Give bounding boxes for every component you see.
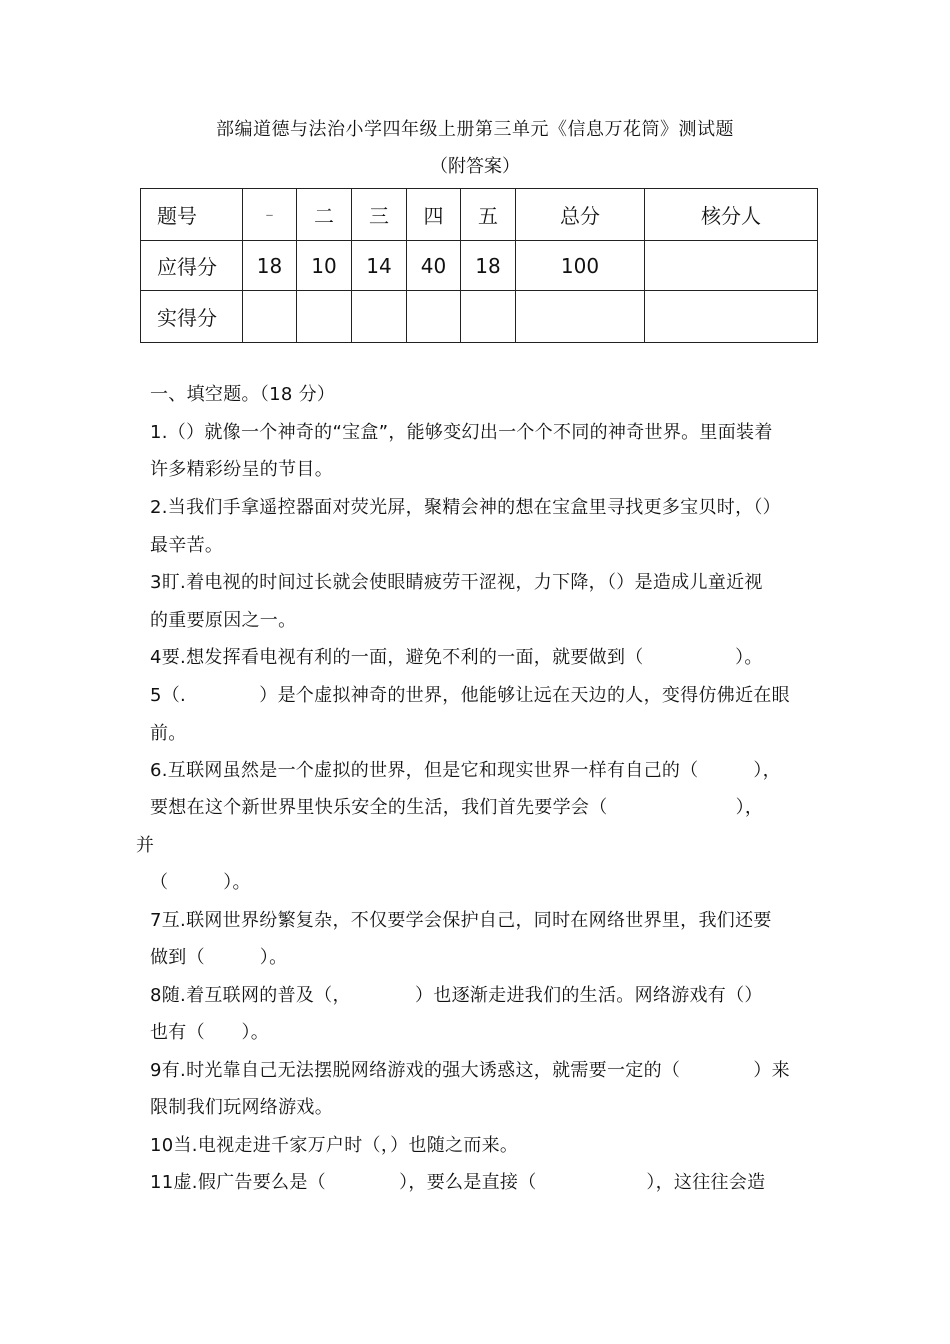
question-line: 10当.电视走进千家万户时（，）也随之而来。 [150, 1135, 519, 1156]
question-line: 限制我们玩网络游戏。 [150, 1097, 333, 1118]
table-cell [516, 291, 645, 343]
table-cell: 100 [516, 241, 645, 291]
question-line: 最辛苦。 [150, 535, 224, 556]
question-line: 4要.想发挥看电视有利的一面，避免不利的一面，就要做到（ ）。 [150, 647, 763, 668]
table-cell [645, 291, 818, 343]
question-line: 6.互联网虽然是一个虚拟的世界，但是它和现实世界一样有自己的（ ）， [150, 760, 781, 781]
table-cell: 40 [407, 241, 461, 291]
question-line: 的重要原因之一。 [150, 610, 297, 631]
table-cell: 应得分 [141, 241, 243, 291]
table-cell: 题号 [141, 189, 243, 241]
question-line: 前。 [150, 723, 187, 744]
table-row-full-score [141, 241, 818, 291]
table-cell [461, 291, 516, 343]
question-line: 1.（）就像一个神奇的“宝盒”，能够变幻出一个个不同的神奇世界。里面装着 [150, 422, 773, 443]
document-subtitle: （附答案） [430, 156, 520, 177]
table-cell [407, 291, 461, 343]
table-cell [243, 291, 297, 343]
table-cell: 核分人 [645, 189, 818, 241]
table-row-question-number [141, 189, 818, 241]
table-cell: 三 [352, 189, 407, 241]
table-cell: 四 [407, 189, 461, 241]
question-line: （ ）。 [150, 872, 251, 893]
question-line: 7互.联网世界纷繁复杂，不仅要学会保护自己，同时在网络世界里，我们还要 [150, 910, 772, 931]
question-line: 11虚.假广告要么是（ ），要么是直接（ ），这往往会造 [150, 1172, 766, 1193]
question-line: 8随.着互联网的普及（， ）也逐渐走进我们的生活。网络游戏有（） [150, 985, 763, 1006]
table-cell: 10 [297, 241, 352, 291]
score-table [140, 188, 818, 343]
question-line: 并 [136, 835, 155, 856]
table-row-actual-score [141, 291, 818, 343]
question-line: 许多精彩纷呈的节目。 [150, 459, 333, 480]
table-cell: 18 [243, 241, 297, 291]
question-line: 做到（ ）。 [150, 947, 288, 968]
question-line: 3盯.着电视的时间过长就会使眼睛疲劳干涩视，力下降，（）是造成儿童近视 [150, 572, 763, 593]
table-cell: 实得分 [141, 291, 243, 343]
document-title: 部编道德与法治小学四年级上册第三单元《信息万花筒》测试题 [216, 119, 734, 140]
question-line: 5（. ）是个虚拟神奇的世界，他能够让远在天边的人，变得仿佛近在眼 [150, 685, 790, 706]
table-cell: 五 [461, 189, 516, 241]
question-line: 要想在这个新世界里快乐安全的生活，我们首先要学会（ ）， [150, 797, 764, 818]
table-cell: 总分 [516, 189, 645, 241]
table-cell [645, 241, 818, 291]
table-cell [297, 291, 352, 343]
table-cell: 18 [461, 241, 516, 291]
question-line: 9有.时光靠自己无法摆脱网络游戏的强大诱惑这，就需要一定的（ ）来 [150, 1060, 790, 1081]
table-cell [352, 291, 407, 343]
question-line: 也有（ ）。 [150, 1022, 270, 1043]
table-cell: 二 [297, 189, 352, 241]
table-cell: 14 [352, 241, 407, 291]
table-cell: – [243, 189, 297, 241]
question-line: 2.当我们手拿遥控器面对荧光屏，聚精会神的想在宝盒里寻找更多宝贝时，（） [150, 497, 781, 518]
section-heading: 一、填空题。（18 分） [150, 384, 336, 405]
